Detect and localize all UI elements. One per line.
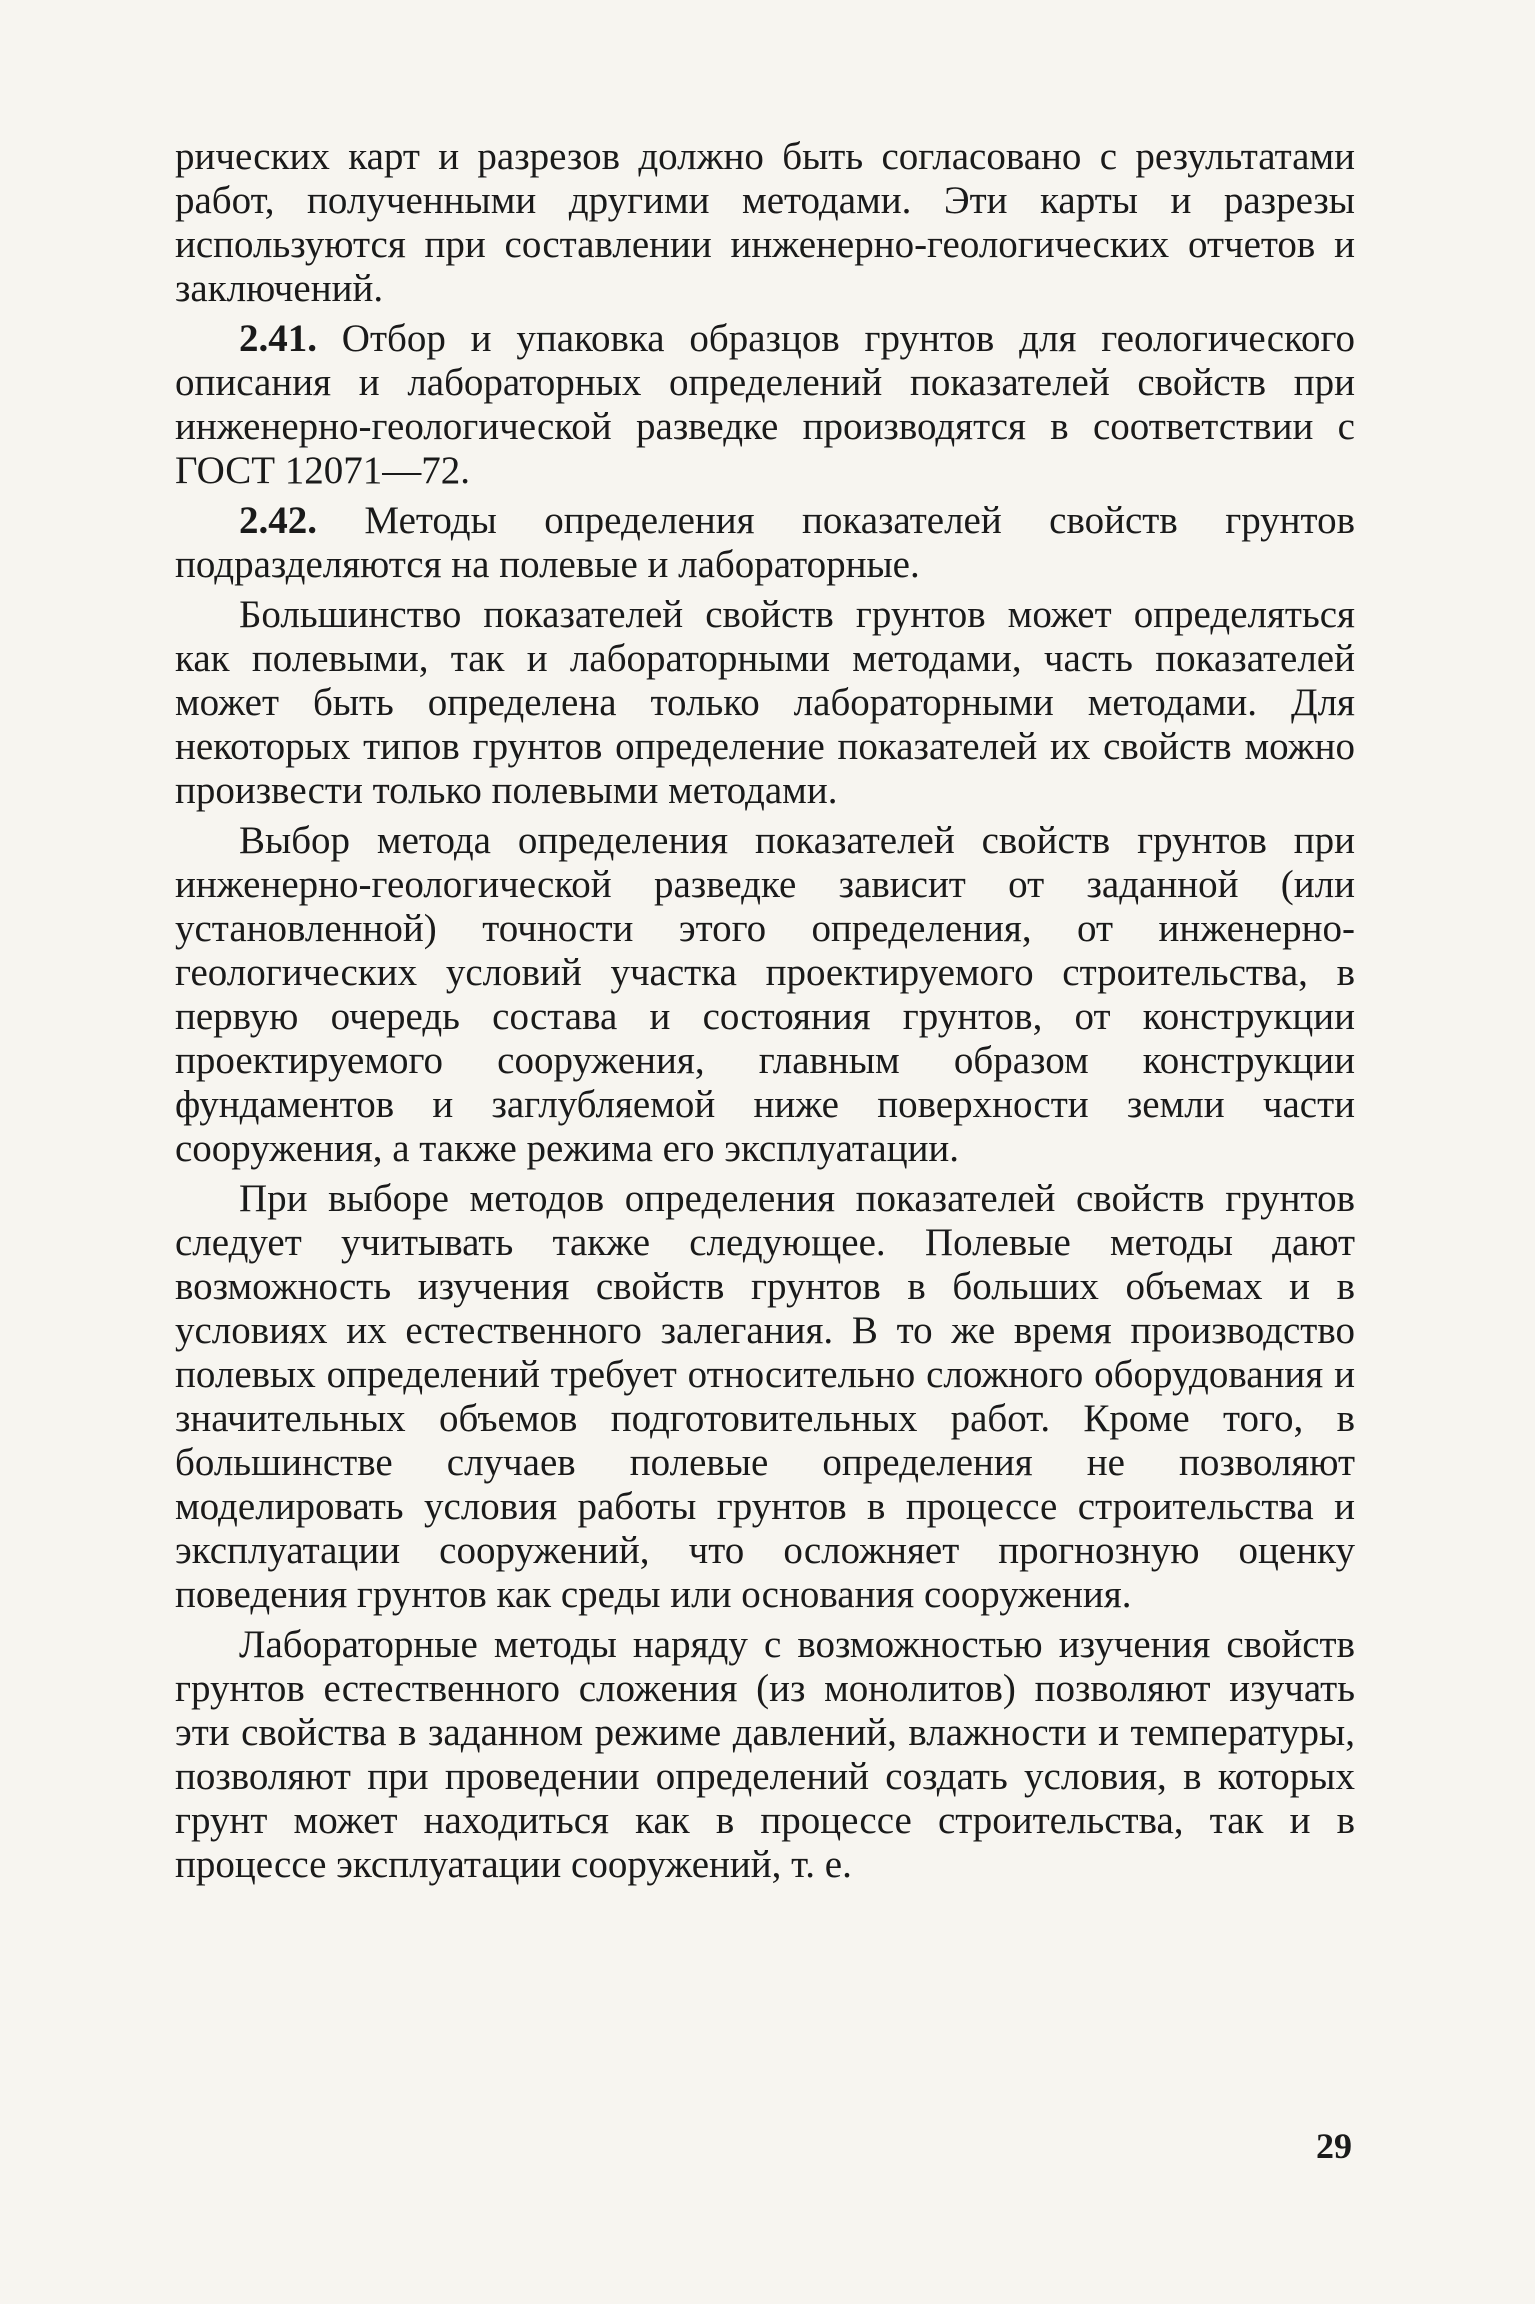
paragraph-2-41 [175,317,1355,493]
paragraph-text: Методы определения показателей свойств грунтов подразделяются на полевые и лабораторные. [175,499,1355,586]
paragraph-text: Лабораторные методы наряду с возможностью изучения свойств грунтов естественного сложения (из монолитов) позволяют изучать эти свойства в заданном режиме давлений, влажности и температуры, позволяют при проведении определений создать условия, в которых грунт может находиться как в процессе строительства, так и в процессе эксплуатации сооружений, т. е. [175,1623,1355,1886]
section-number: 2.41. [239,317,317,360]
paragraph [175,1623,1355,1887]
section-number: 2.42. [239,499,317,542]
page-body [175,135,1355,1887]
page-number: 29 [1316,2126,1352,2166]
paragraph-continuation [175,135,1355,311]
paragraph-text: Отбор и упаковка образцов грунтов для геологического описания и лабораторных определений показателей свойств при инженерно-геологической разведке производятся в соответствии с ГОСТ 12071—72. [175,317,1355,492]
paragraph [175,819,1355,1171]
paragraph-2-42 [175,499,1355,587]
paragraph-text: При выборе методов определения показателей свойств грунтов следует учитывать также следующее. Полевые методы дают возможность изучения свойств грунтов в больших объемах и в условиях их естественного залегания. В то же время производство полевых определений требует относительно сложного оборудования и значительных объемов подготовительных работ. Кроме того, в большинстве случаев полевые определения не позволяют моделировать условия работы грунтов в процессе строительства и эксплуатации сооружений, что осложняет прогнозную оценку поведения грунтов как среды или основания сооружения. [175,1177,1355,1616]
paragraph [175,1177,1355,1617]
paragraph [175,593,1355,813]
paragraph-text: рических карт и разрезов должно быть согласовано с результатами работ, полученными другими методами. Эти карты и разрезы используются при составлении инженерно-геологических отчетов и заключений. [175,135,1355,310]
paragraph-text: Выбор метода определения показателей свойств грунтов при инженерно-геологической разведке зависит от заданной (или установленной) точности этого определения, от инженерно-геологических условий участка проектируемого строительства, в первую очередь состава и состояния грунтов, от конструкции проектируемого сооружения, главным образом конструкции фундаментов и заглубляемой ниже поверхности земли части сооружения, а также режима его эксплуатации. [175,819,1355,1170]
paragraph-text: Большинство показателей свойств грунтов может определяться как полевыми, так и лабораторными методами, часть показателей может быть определена только лабораторными методами. Для некоторых типов грунтов определение показателей их свойств можно произвести только полевыми методами. [175,593,1355,812]
